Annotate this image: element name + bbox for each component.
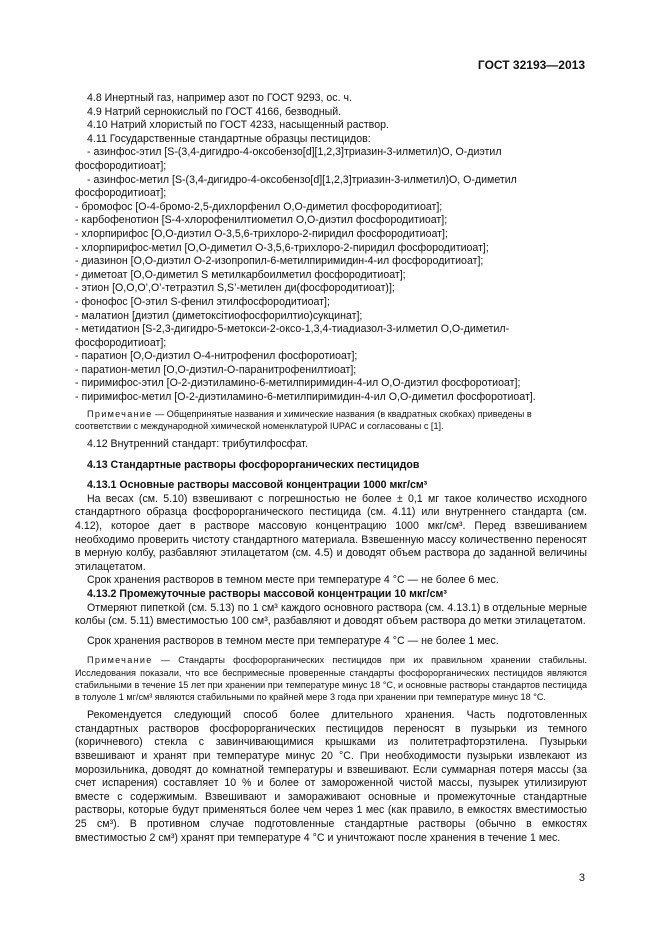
storage-paragraph: Рекомендуется следующий способ более длительного хранения. Часть подготовленных стандартных растворов фосфорорганических пестицидов переносят в пузырьки из темного (коричневого) стекла с завинчивающимися крышками из политетрафторэтилена. Пузырьки взвешивают и хранят при температуре минус 20 °С. При необходимости пузырьки извлекают из морозильника, доводят до комнатной температуры и взвешивают. Если суммарная потеря массы (за счет испарения) составляет 10 % и более от замороженной чистой массы, пузырек утилизируют вместе с содержимым. Взвешивают и замораживают основные и промежуточные стандартные растворы, которые будут применяться более чем через 1 мес (как правило, в емкостях вместимостью 25 см³). В противном случае подготовленные стандартные растворы (обычно в емкостях вместимостью 2 см³) хранят при температуре 4 °С и уничтожают после хранения в течение 1 мес. [75,709,587,844]
note-stability [75,654,587,703]
pesticide-item: - азинфос-этил [S-(3,4-дигидро-4-оксобензо[d][1,2,3]триазин-3-илметил)O, O-диэтил фосфородитиоат]; [75,146,502,172]
note-label: Примечание [87,655,153,666]
pesticide-item: - малатион [диэтил (диметоксітиофосфорилтио)сукцинат]; [75,309,363,322]
pesticide-item: - азинфос-метил [S-(3,4-дигидро-4-оксобензо[d][1,2,3]триазин-3-илметил)O, O-диметил фосфородитиоат]; [75,173,517,200]
note-text: — Стандарты фосфорорганических пестицидов при их правильном хранении стабильны. Исследования показали, что все беспримесные проверенные стандарты фосфорорганических пестицидов являются стабильными в течение 15 лет при хранении при температуре минус 18 °С, и основные растворы стандартов пестицида в толуоле 1 мг/см³ являются стабильными по крайней мере 3 года при хранении при температуре минус 18 °С. [75,655,587,702]
pesticide-item: - бромофос [O-4-бромо-2,5-дихлорфенил O,O-диметил фосфородитиоат]; [75,200,443,213]
pesticide-item: - хлорпирифос-метил [O,O-диметил O-3,5,6-трихлоро-2-пиридил фосфородитиоат]; [75,241,489,254]
note-label: Примечание [87,408,153,419]
pesticide-item: - карбофенотион [S-4-хлорофенилтиометил O,O-диэтил фосфородитиоат]; [75,214,448,227]
page-number: 3 [578,872,585,884]
section-4-13-2-storage: Срок хранения растворов в темном месте при температуре 4 °С — не более 1 мес. [87,634,499,647]
section-4-13-2-text: Отмеряют пипеткой (см. 5.13) по 1 см³ каждого основного раствора (см. 4.13.1) в отдельные мерные колбы (см. 5.11) вместимостью 100 см³, разбавляют и доводят объем раствора до метки этилацетатом. [75,601,587,628]
section-4-13-1-storage: Срок хранения растворов в темном месте при температуре 4 °С — не более 6 мес. [87,574,499,587]
pesticide-item: - фонофос [O-этил S-фенил этилфосфородитиоат]; [75,295,330,308]
note-text: — Общепринятые названия и химические названия (в квадратных скобках) приведены в соответствии с международной химической номенклатурой IUPAC и согласованы с [1]. [75,408,532,431]
pesticide-item: - паратион [O,O-диэтил O-4-нитрофенил фосфоротиоат]; [75,350,358,363]
pesticide-item: - паратион-метил [O,O-диэтил-O-паранитрофенилтиоат]; [75,363,357,376]
pesticide-item: - пиримифос-метил [O-2-диэтиламино-6-метилпиримидин-4-ил O,O-диметил фосфоротиоат]. [75,391,536,404]
paragraph-4-12: 4.12 Внутренний стандарт: трибутилфосфат. [87,438,308,451]
pesticide-item: - диазинон [O,O-диэтил O-2-изопропил-6-метилпиримидин-4-ил фосфородитиоат]; [75,255,484,268]
paragraph-4-11: 4.11 Государственные стандартные образцы пестицидов: [87,132,371,145]
pesticide-item: - этион [O,O,O’,O’-тетраэтил S,S’-метилен ди(фосфородитиоат)]; [75,282,395,295]
pesticide-item: - пиримифос-этил [O-2-диэтиламино-6-метилпиримидин-4-ил O,O-диэтил фосфоротиоат]; [75,377,521,390]
pesticide-list [75,146,587,404]
page-content [75,92,587,845]
pesticide-item: - диметоат [O,O-диметил S метилкарбоилметил фосфородитиоат]; [75,268,406,281]
pesticide-item: - хлорпирифос [O,O-диэтил O-3,5,6-трихлоро-2-пиридил фосфородитиоат]; [75,227,448,240]
section-4-13-2-title: 4.13.2 Промежуточные растворы массовой концентрации 10 мкг/см³ [87,588,447,600]
section-4-13-title: 4.13 Стандартные растворы фосфорорганических пестицидов [87,458,420,471]
paragraph-4-8: 4.8 Инертный газ, например азот по ГОСТ 9293, ос. ч. [87,92,352,104]
section-4-13-1-text: На весах (см. 5.10) взвешивают с погрешностью не более ± 0,1 мг такое количество исходного стандартного образца фосфорорганического пестицида (см. 4.11) или внутреннего стандарта (см. 4.12), которое дает в растворе массовую концентрацию 1000 мкг/см³. Перед взвешиванием необходимо проверить чистоту стандартного материала. Взвешенную массу количественно переносят в мерную колбу, разбавляют этилацетатом (см. 4.5) и доводят объем раствора до заданной величины этилацетатом. [75,492,587,573]
paragraph-4-9: 4.9 Натрий сернокислый по ГОСТ 4166, безводный. [87,105,342,118]
note-iupac [75,408,587,432]
paragraph-4-10: 4.10 Натрий хлористый по ГОСТ 4233, насыщенный раствор. [87,119,389,132]
section-4-13-1-title: 4.13.1 Основные растворы массовой концентрации 1000 мкг/см³ [87,479,428,492]
pesticide-item: - метидатион [S-2,3-дигидро-5-метокси-2-оксо-1,3,4-тиадиазол-3-илметил O,O-диметил-фосфородитиоат]; [75,323,510,349]
document-code: ГОСТ 32193—2013 [477,58,585,72]
